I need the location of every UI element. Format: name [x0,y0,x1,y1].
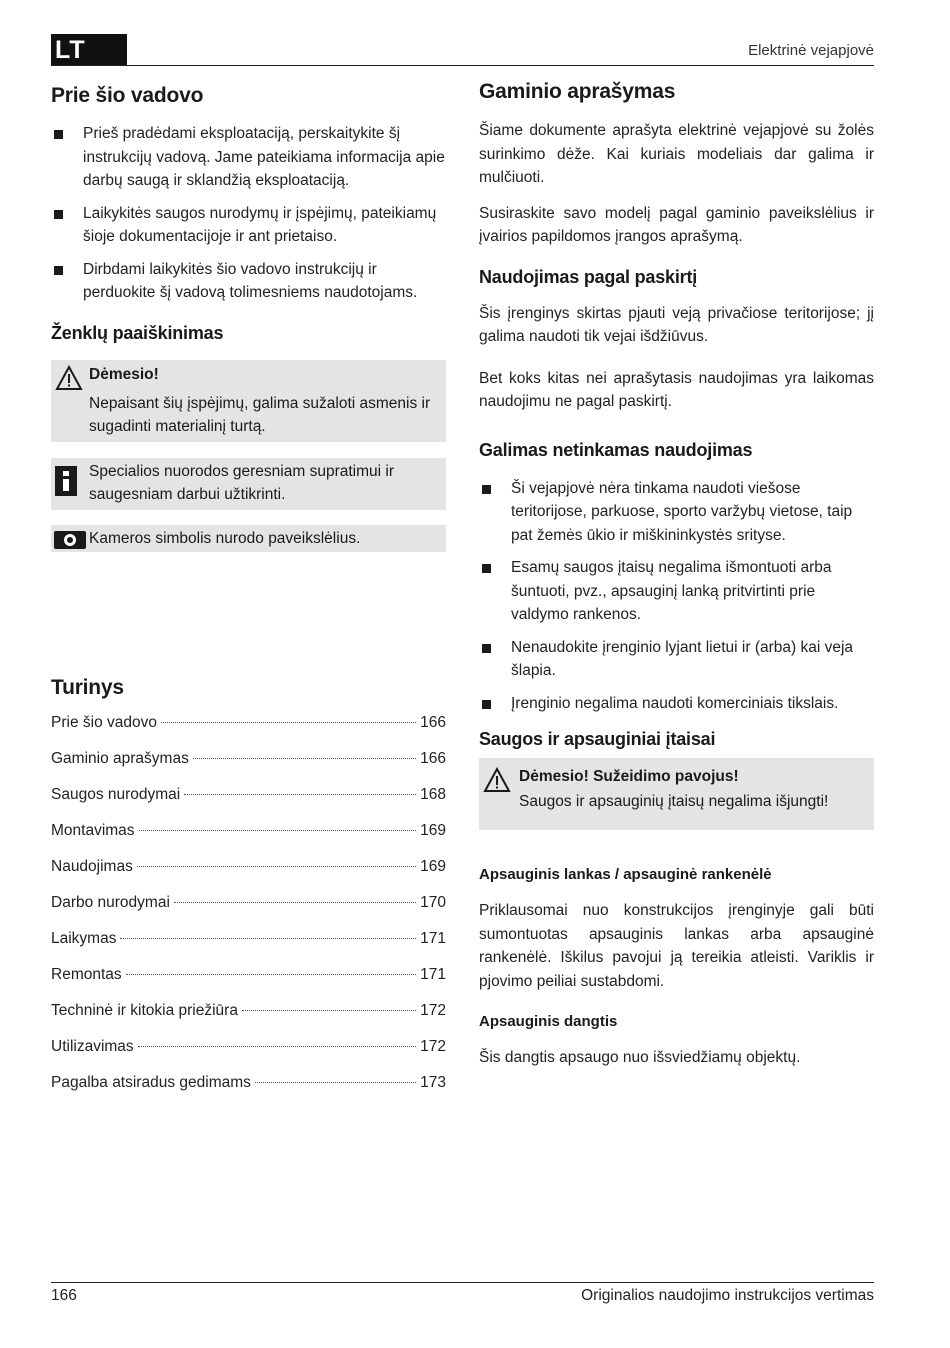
toc-leader [138,1046,416,1047]
safety-devices-heading: Saugos ir apsauginiai įtaisai [479,729,716,749]
info-icon [55,466,77,496]
toc-row[interactable] [51,930,446,966]
toc-leader [184,794,416,795]
warning-triangle-icon [55,365,83,391]
intended-use-paragraph-1: Šis įrenginys skirtas pjauti veją privačiose teritorijose; jį galima naudoti tik vejai išdžiūvus. [479,304,874,345]
list-item: Ši vejapjovė nėra tinkama naudoti viešose teritorijose, parkuose, sporto varžybų vietose, taip pat žemės ūkio ir miškininkystės srityse. [479,477,874,548]
table-of-contents [51,714,446,1110]
toc-title: Utilizavimas [51,1037,134,1055]
toc-page: 168 [420,785,446,803]
camera-text: Kameros simbolis nurodo paveikslėlius. [89,529,361,547]
toc-page: 172 [420,1037,446,1055]
safety-flap-paragraph: Šis dangtis apsaugo nuo išsviedžiamų objektų. [479,1049,801,1066]
camera-icon [54,531,86,549]
danger-text: Saugos ir apsauginių įtaisų negalima išjungti! [519,793,829,810]
list-item: Laikykitės saugos nurodymų ir įspėjimų, pateikiamų šioje dokumentacijoje ir ant prietaiso. [51,202,446,249]
toc-row[interactable] [51,1074,446,1110]
danger-title: Dėmesio! Sužeidimo pavojus! [519,768,739,785]
toc-leader [120,938,416,939]
intended-use-paragraph-2: Bet koks kitas nei aprašytasis naudojimas yra laikomas naudojimu ne pagal paskirtį. [479,369,874,410]
toc-leader [174,902,416,903]
list-item: Įrenginio negalima naudoti komerciniais tikslais. [479,692,874,716]
toc-row[interactable] [51,714,446,750]
toc-leader [193,758,416,759]
list-item: Dirbdami laikykitės šio vadovo instrukcijų ir perduokite šį vadovą tolimesniems naudotojams. [51,258,446,305]
toc-row[interactable] [51,750,446,786]
toc-row[interactable] [51,966,446,1002]
toc-page: 169 [420,821,446,839]
camera-notice [51,525,446,552]
toc-leader [126,974,416,975]
page-number: 166 [51,1287,77,1304]
safety-flap-heading: Apsauginis dangtis [479,1013,618,1030]
intended-use-heading: Naudojimas pagal paskirtį [479,266,698,287]
footer-divider [51,1282,874,1283]
toc-row[interactable] [51,1038,446,1074]
toc-row[interactable] [51,786,446,822]
toc-page: 166 [420,749,446,767]
safety-bar-heading: Apsauginis lankas / apsauginė rankenėlė [479,866,772,883]
info-notice [51,458,446,510]
toc-title: Gaminio aprašymas [51,749,189,767]
list-item: Nenaudokite įrenginio lyjant lietui ir (arba) kai veja šlapia. [479,636,874,683]
toc-heading: Turinys [51,675,124,699]
toc-page: 171 [420,965,446,983]
list-item: Esamų saugos įtaisų negalima išmontuoti arba šuntuoti, pvz., apsauginį lanką pritvirtinti prie valdymo rankenos. [479,556,874,627]
misuse-heading: Galimas netinkamas naudojimas [479,439,753,460]
toc-page: 170 [420,893,446,911]
warning-title: Dėmesio! [89,365,159,383]
toc-leader [139,830,417,831]
warning-text: Nepaisant šių įspėjimų, galima sužaloti asmenis ir sugadinti materialinį turtą. [89,394,431,435]
toc-page: 173 [420,1073,446,1091]
about-heading: Prie šio vadovo [51,84,204,107]
toc-leader [137,866,416,867]
toc-row[interactable] [51,858,446,894]
toc-row[interactable] [51,822,446,858]
header-divider [51,65,874,66]
footer-text: Originalios naudojimo instrukcijos vertimas [581,1287,874,1304]
list-item: Prieš pradėdami eksploataciją, perskaitykite šį instrukcijų vadovą. Jame pateikiama informacija apie darbų saugą ir sklandžią eksploataciją. [51,122,446,193]
misuse-list [479,477,874,716]
toc-title: Remontas [51,965,122,983]
warning-notice [51,360,446,442]
toc-leader [161,722,416,723]
product-heading: Gaminio aprašymas [479,80,676,103]
toc-row[interactable] [51,1002,446,1038]
toc-page: 169 [420,857,446,875]
toc-page: 172 [420,1001,446,1019]
toc-leader [255,1082,416,1083]
product-paragraph-1: Šiame dokumente aprašyta elektrinė vejapjovė su žolės surinkimo dėže. Kai kuriais modeliais dar galima ir mulčiuoti. [479,122,874,186]
left-column [51,80,446,1110]
toc-title: Pagalba atsiradus gedimams [51,1073,251,1091]
toc-page: 171 [420,929,446,947]
header-title: Elektrinė vejapjovė [748,42,874,59]
toc-title: Laikymas [51,929,117,947]
toc-title: Prie šio vadovo [51,713,157,731]
toc-row[interactable] [51,894,446,930]
symbols-heading: Ženklų paaiškinimas [51,322,224,343]
danger-notice [479,758,874,830]
warning-triangle-icon [483,767,511,793]
safety-bar-paragraph: Priklausomai nuo konstrukcijos įrenginyje gali būti sumontuotas apsauginis lankas arba apsauginė rankenėlė. Iškilus pavojui ją tereikia atleisti. Variklis ir pjovimo peiliai sustabdomi. [479,902,874,990]
language-badge: LT [51,34,127,66]
product-paragraph-2: Susiraskite savo modelį pagal gaminio paveikslėlius ir įvairios papildomos įrangos aprašymą. [479,204,874,245]
toc-page: 166 [420,713,446,731]
toc-title: Darbo nurodymai [51,893,170,911]
toc-leader [242,1010,416,1011]
toc-title: Saugos nurodymai [51,785,181,803]
toc-title: Techninė ir kitokia priežiūra [51,1001,238,1019]
toc-title: Naudojimas [51,857,133,875]
toc-title: Montavimas [51,821,135,839]
right-column [479,80,874,1070]
about-list [51,122,446,305]
info-text: Specialios nuorodos geresniam supratimui ir saugesniam darbui užtikrinti. [89,462,394,503]
